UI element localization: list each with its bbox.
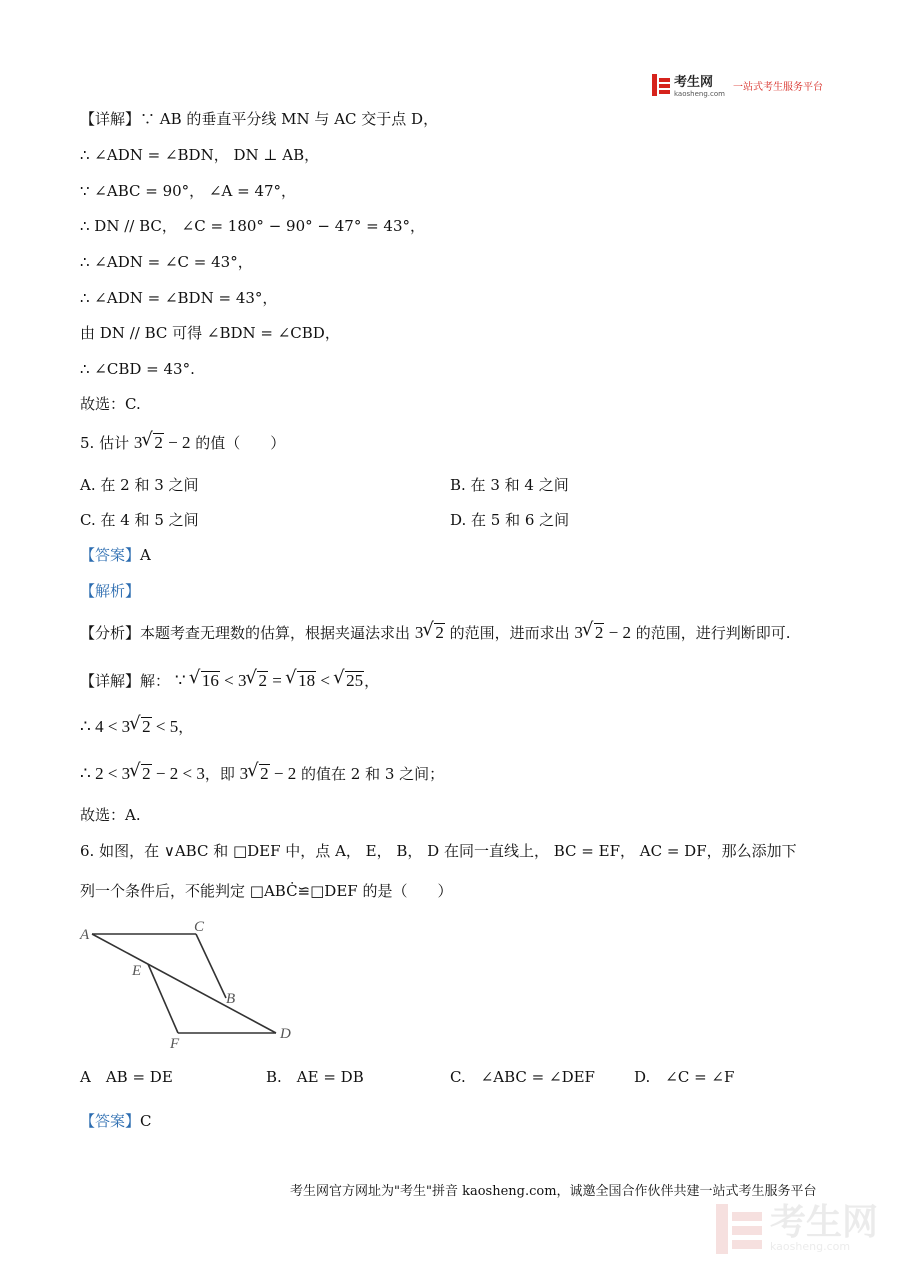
watermark-logo-icon	[716, 1204, 762, 1254]
q5-analysis-label: 【解析】	[80, 582, 141, 600]
q5-option-d: D. 在 5 和 6 之间	[450, 511, 570, 529]
q4-detail-line-2: ∴ ∠ADN = ∠BDN， DN ⊥ AB，	[80, 146, 320, 164]
header-logo	[652, 72, 823, 98]
q4-detail-line-8: ∴ ∠CBD = 43°.	[80, 360, 195, 378]
q5-choice: 故选：A.	[80, 806, 141, 824]
footer-watermark	[716, 1201, 879, 1254]
q5-detail-line-3: ∴ 2 < 3√ 2 − 2 < 3，即 3√ 2 − 2 的值在 2 和 3 之间；	[80, 763, 444, 785]
segment-ad	[92, 934, 276, 1033]
label-e: E	[132, 963, 142, 979]
header-domain: kaosheng.com	[674, 90, 725, 98]
q6-option-b: B. AE = DB	[266, 1068, 364, 1086]
header-slogan: 一站式考生服务平台	[732, 81, 823, 93]
q5-fenxi: 【分析】本题考查无理数的估算，根据夹逼法求出 3√ 2 的范围，进而求出 3√ 2 − 2 的范围，进行判断即可.	[80, 622, 791, 644]
q4-choice: 故选：C.	[80, 395, 141, 413]
q5-detail-line-1: 【详解】解： ∵ √ 16 < 3√ 2 = √ 18 < √ 25，	[80, 670, 379, 692]
label-d: D	[280, 1026, 291, 1042]
label-c: C	[194, 919, 205, 935]
q6-option-a: A AB = DE	[80, 1068, 173, 1086]
q4-detail-line-5: ∴ ∠ADN = ∠C = 43°，	[80, 253, 253, 271]
q5-option-a: A. 在 2 和 3 之间	[80, 476, 199, 494]
q5-detail-line-2: ∴ 4 < 3√ 2 < 5，	[80, 716, 193, 738]
label-b: B	[226, 991, 236, 1007]
q5-answer: 【答案】A	[80, 546, 151, 564]
q6-geometry-figure	[78, 918, 298, 1050]
segment-cb	[196, 934, 226, 998]
q5-stem: 5. 估计 3√ 2 − 2 的值（ ）	[80, 432, 285, 454]
q6-stem-line-2: 列一个条件后，不能判定 □ABĊ≌□DEF 的是（ ）	[80, 882, 453, 900]
watermark-domain: kaosheng.com	[770, 1239, 851, 1253]
q6-answer: 【答案】C	[80, 1112, 152, 1130]
footer-text: 考生网官方网址为"考生"拼音 kaosheng.com，诚邀全国合作伙伴共建一站式考生服务平台	[290, 1184, 817, 1199]
segment-ef	[148, 964, 178, 1033]
label-f: F	[170, 1036, 180, 1050]
watermark-brand: 考生网	[770, 1201, 879, 1243]
header-brand: 考生网	[674, 75, 714, 90]
label-a: A	[80, 927, 90, 943]
q4-detail-line-7: 由 DN // BC 可得 ∠BDN = ∠CBD，	[80, 324, 340, 342]
q6-stem-line-1: 6. 如图，在 ∨ABC 和 □DEF 中，点 A， E， B， D 在同一直线上， BC = EF， AC = DF，那么添加下	[80, 842, 797, 860]
q4-detail-line-4: ∴ DN // BC， ∠C = 180° − 90° − 47° = 43°，	[80, 217, 426, 235]
q6-option-d: D. ∠C = ∠F	[634, 1068, 735, 1086]
q4-detail-line-6: ∴ ∠ADN = ∠BDN = 43°，	[80, 289, 278, 307]
q6-option-c: C. ∠ABC = ∠DEF	[450, 1068, 595, 1086]
q5-option-c: C. 在 4 和 5 之间	[80, 511, 199, 529]
kaosheng-logo-icon	[652, 74, 670, 96]
q4-detail-line-1: 【详解】∵ AB 的垂直平分线 MN 与 AC 交于点 D，	[80, 110, 439, 128]
q5-option-b: B. 在 3 和 4 之间	[450, 476, 569, 494]
q4-detail-line-3: ∵ ∠ABC = 90°， ∠A = 47°，	[80, 182, 297, 200]
